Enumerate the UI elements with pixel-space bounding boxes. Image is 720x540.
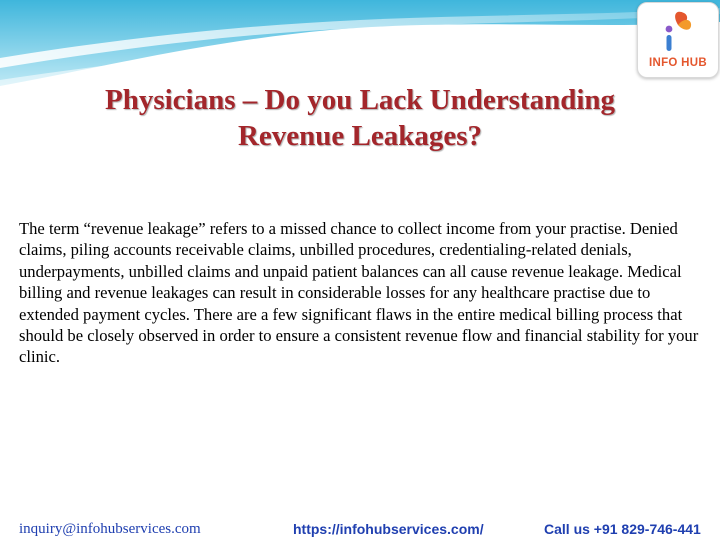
slide-title: [20, 82, 700, 154]
footer-email-link[interactable]: inquiry@infohubservices.com: [19, 521, 201, 537]
header-wave-decoration: [0, 0, 720, 90]
title-line-2: Revenue Leakages?: [237, 120, 483, 152]
title-line-1: Physicians – Do you Lack Understanding: [104, 84, 616, 116]
footer-website-link[interactable]: https://infohubservices.com/: [293, 521, 484, 537]
logo-text: INFO HUB: [649, 57, 707, 69]
info-hub-logo[interactable]: [637, 2, 719, 78]
body-paragraph: The term “revenue leakage” refers to a missed chance to collect income from your practise. Denied claims, piling accounts receivable claims, unbilled procedures, credentialing-related denials, underpayments, unbilled claims and unpaid patient balances can all cause revenue leakage. Medical billing and revenue leakages can result in considerable losses for any healthcare practise due to extended payment cycles. There are a few significant flaws in the entire medical billing process that should be closely observed in order to ensure a consistent revenue flow and financial stability for your clinic.: [19, 219, 699, 367]
footer: [0, 518, 720, 540]
info-hub-logo-icon: [660, 9, 696, 55]
footer-phone[interactable]: Call us +91 829-746-441: [544, 521, 701, 537]
